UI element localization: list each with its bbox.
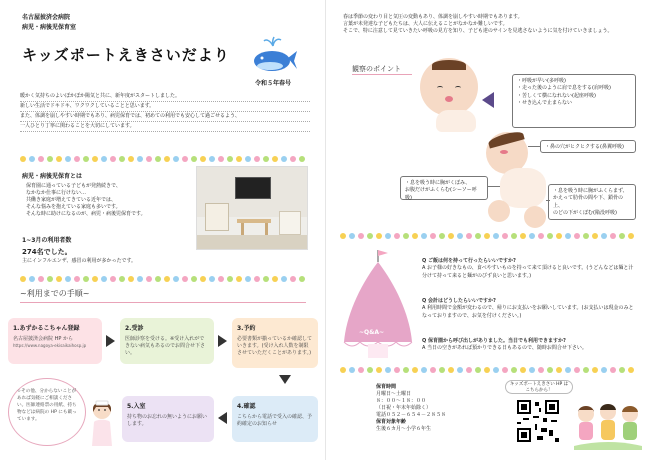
step-2-card [120, 318, 214, 364]
intro-line: 一人ひとり丁寧に関わることを大切にしています。 [20, 122, 310, 132]
usage-heading: 1~3月の利用者数 [22, 237, 72, 244]
flower-border [20, 155, 310, 163]
sign-item: ・走った後のように肩で息をする(肩呼吸) [517, 85, 611, 92]
department-name: 病児・病後児保育室 [22, 24, 77, 31]
step-body: 持ち物のお忘れの無いようにお願いします。 [127, 414, 208, 427]
hours-block [376, 384, 496, 433]
qa-answer: A 当日の空きがあれば預かりできる日もあるので、随時お問合せ下さい。 [422, 345, 587, 352]
baby-body [500, 168, 546, 208]
qa-tent-label: ~Q&A~ [359, 329, 385, 336]
sign-item: ・呼吸が早い(多呼吸) [517, 78, 566, 84]
tag-line: ・息を吸う時に胸がふくらまず、 [553, 188, 628, 194]
tag-line: かえって肋骨の間や下、鎖骨の上、 [553, 195, 624, 209]
qa-item-3 [422, 338, 637, 353]
hours-line: 電話０５２－６５４－２８５８ [376, 412, 447, 418]
observation-underline [352, 74, 412, 75]
step-title: 5.入室 [127, 403, 146, 410]
sign-item: ・せき込んで止まらない [517, 99, 573, 106]
intro-block [20, 92, 310, 150]
hours-line: 月曜日～土曜日 [376, 391, 412, 397]
arrow-right-icon [106, 335, 115, 347]
hours-line: ８：００～１８：００ [376, 398, 427, 404]
children-illustration [574, 398, 642, 450]
right-intro-line: 春は季節の変わり目と気圧の変動もあり、体調を崩しやすい時期でもあります。 [343, 14, 523, 20]
about-body [26, 183, 196, 218]
step-1-card [8, 318, 102, 364]
intro-line: また、体調を崩しやすい時期でもあり、病児保育では、初めての利用でも安心して過ごせるよう、 [20, 112, 310, 122]
qa-question: Q 保育園から呼び出しがありました。当日でも利用できますか? [422, 338, 566, 344]
qa-question: Q 会計はどうしたらいいですか? [422, 298, 496, 304]
page-divider [325, 0, 326, 460]
step-body: こちらから電話で受入の確認、予約確定のお知らせ [237, 414, 313, 427]
about-line: そんな時に助けになるのが、病児・病後児保育です。 [26, 211, 146, 217]
baby-leg [488, 200, 510, 222]
newsletter-title: キッズポートえきさいだより [22, 46, 230, 64]
step-title: 1.あずかるこちゃん登録 [13, 325, 80, 332]
qr-caption-sub: こちらから！ [525, 388, 553, 393]
step-body: 名古屋披済会病院 HP から [13, 336, 73, 342]
baby-leg [524, 206, 546, 228]
qr-caption [505, 380, 573, 394]
procedure-heading: ~利用までの手順~ [20, 289, 90, 298]
step-3-card [232, 318, 318, 368]
flower-border [20, 275, 310, 283]
procedure-underline [20, 302, 306, 303]
arrow-left-icon [218, 412, 227, 424]
step-link[interactable]: https://www.nagoya-ekisaikaihosp.jp [13, 343, 87, 348]
qa-tent-illustration [338, 248, 418, 360]
step-4-card [232, 396, 318, 442]
tag-line: のどの下がくぼむ(陥没呼吸) [553, 209, 617, 216]
intro-line: 暖かく気持ちのよいぽかぽか陽気と共に、新年度がスタートしました。 [20, 92, 310, 102]
qa-question: Q ご飯は何を持って行ったらいいですか? [422, 258, 516, 264]
nurse-illustration [86, 398, 118, 448]
observation-heading: 観察のポイント [352, 65, 401, 73]
shelf [279, 211, 301, 235]
step-title: 2.受診 [125, 325, 144, 332]
help-note-bubble: ☆その他、分からないことがあれば気軽にご相談ください。医師連絡票の用紙、持ち物などは病院の HP にも載っています。 [8, 378, 86, 446]
retraction-breathing-tag [548, 184, 636, 220]
hours-line: 保育時間 [376, 384, 397, 390]
sign-item: ・苦しくて横になれない(起座呼吸) [517, 92, 596, 99]
flower-border [340, 232, 640, 240]
about-line: なかなか仕事に行けない… [26, 190, 87, 196]
step-body: 医師診察を受ける。※受け入れができない病気もあるのでお問合せ下さい。 [125, 336, 206, 356]
qa-answer: A お子様の好きなもの、食べやすいものを持って来て頂けると良いです。(うどんなどは麺と汁分けて持って来ると麺がのびず良いと思います。) [422, 265, 634, 279]
baby-body [436, 110, 476, 132]
arrow-left-icon [482, 92, 494, 108]
playroom-photo [196, 166, 308, 250]
step-5-card [122, 396, 214, 442]
whale-icon [250, 36, 298, 74]
hours-line: 生後６カ月～小学６年生 [376, 426, 432, 432]
qr-code[interactable] [515, 398, 561, 444]
arrow-down-icon [279, 375, 291, 384]
tag-line: お腹だけがふくらむ(シーソー呼吸) [405, 187, 477, 201]
seesaw-breathing-tag [400, 176, 488, 200]
right-intro [343, 14, 635, 35]
hospital-name: 名古屋披済会病院 [22, 14, 71, 21]
qr-caption-text: キッズポートえきさい HP は [509, 382, 569, 387]
hours-line: 保育対象年齢 [376, 419, 407, 425]
hours-line: （日祝・年末年始除く） [376, 405, 432, 411]
tag-line: ・息を吸う時に胸がくぼみ、 [405, 180, 471, 186]
about-heading: 病児・病後児保育とは [22, 173, 83, 180]
tv-screen [235, 177, 271, 199]
intro-line: 新しい生活でドキドキ、ワクワクしていることと思います。 [20, 102, 310, 112]
qa-item-2 [422, 298, 637, 320]
toy-kitchen [205, 203, 229, 231]
about-line: 共働き家庭が増えてきている近年では、 [26, 197, 117, 203]
step-title: 4.確認 [237, 403, 256, 410]
right-intro-line: 言葉が未発達な子どもたちは、大人に伝えることがなかなか難しいです。 [343, 21, 508, 27]
nose-breathing-tag: ・鼻の穴がヒクヒクする(鼻翼呼吸) [540, 140, 636, 153]
issue-label: 令和５年春号 [255, 80, 292, 87]
step-body: 必要書類が揃っているか確認していきます。(受け入れ人数を制限させていただくことがあります。) [237, 336, 313, 356]
breathing-signs-list [512, 74, 636, 128]
flower-border [340, 366, 640, 374]
about-line: 保育園に通っている子どもが発熱続きで、 [26, 183, 121, 189]
qa-item-1 [422, 258, 637, 280]
usage-note: 主にインフルエンザ、感冒の利用が多かったです。 [22, 258, 137, 264]
usage-count: 274名でした。 [22, 248, 72, 256]
arrow-right-icon [218, 335, 227, 347]
about-line: そんな悩みを抱えている家庭も多いです。 [26, 204, 121, 210]
qa-answer: A 利用時間で金額が変わるので、帰りにお支払いをお願いしています。(お支払いは現金のみとなっておりますので、お気を付けください。) [422, 305, 634, 319]
step-title: 3.予約 [237, 325, 256, 332]
right-intro-line: そこで、特に注意して見ていきたい呼吸の見方を知り、子ども達のサインを見逃さないように気を付けていきましょう。 [343, 28, 613, 34]
